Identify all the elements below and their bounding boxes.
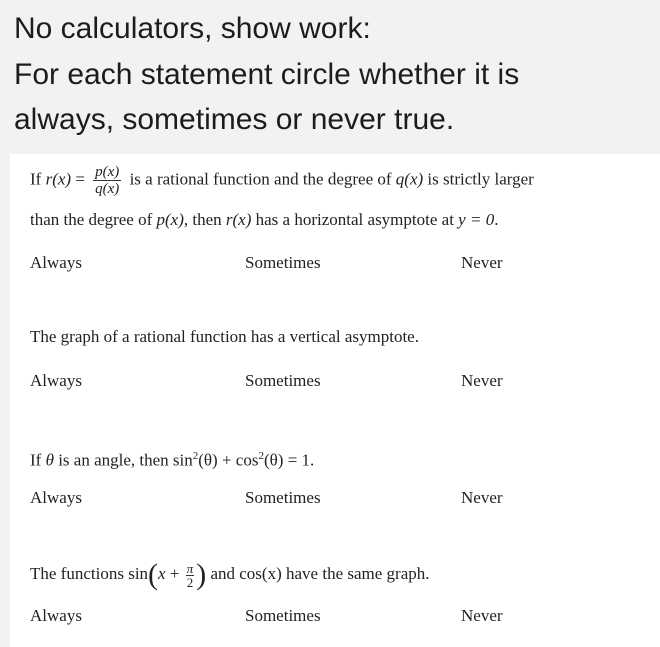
q4-never-option[interactable]: Never <box>461 606 503 625</box>
q4-always-option[interactable]: Always <box>30 606 82 625</box>
question-1-line-1 <box>30 164 534 197</box>
q3-text: If <box>30 450 46 470</box>
q2-always-option[interactable]: Always <box>30 371 82 390</box>
q3-exponent: 2 <box>258 450 264 462</box>
q3-sometimes-option[interactable]: Sometimes <box>245 488 321 507</box>
q2-sometimes-option[interactable]: Sometimes <box>245 371 321 390</box>
q1-q: q(x) <box>395 169 424 189</box>
q4-left-paren: ( <box>148 558 159 592</box>
question-4 <box>30 554 430 595</box>
q4-right-paren: ) <box>196 558 207 592</box>
instruction-line-1: No calculators, show work: <box>14 12 371 45</box>
q4-fraction-numerator: π <box>186 560 194 576</box>
q4-arg: (x) <box>261 564 282 583</box>
q1-always-option[interactable]: Always <box>30 253 82 272</box>
q4-plus: + <box>165 564 184 583</box>
q3-text: + cos <box>217 450 259 470</box>
q4-fraction <box>186 562 195 589</box>
q1-fraction-denominator: q(x) <box>95 181 120 197</box>
q3-exponent: 2 <box>192 450 199 462</box>
q1-text: , then <box>183 210 226 229</box>
q1-text: is strictly larger <box>423 169 534 189</box>
q1-text: has a horizontal asymptote at <box>251 210 459 229</box>
worksheet-card <box>10 154 660 647</box>
q1-r: r(x) <box>45 169 72 189</box>
q1-text: is a rational function and the degree of <box>125 169 396 189</box>
q4-text: The functions sin <box>30 564 149 583</box>
q1-sometimes-option[interactable]: Sometimes <box>245 253 321 272</box>
q1-text: than the degree of <box>30 210 157 229</box>
q1-r: r(x) <box>225 210 252 229</box>
question-1-line-2 <box>30 210 498 230</box>
q1-p: p(x) <box>156 210 184 229</box>
q3-text: is an angle, then sin <box>53 450 193 470</box>
instruction-line-3: always, sometimes or never true. <box>14 103 455 136</box>
q1-equals: = <box>71 169 90 189</box>
q1-fraction <box>93 164 121 197</box>
question-3 <box>30 446 314 471</box>
q1-never-option[interactable]: Never <box>461 253 503 272</box>
q4-fraction-denominator: 2 <box>186 574 194 590</box>
q1-text: If <box>30 169 46 189</box>
q3-always-option[interactable]: Always <box>30 488 82 507</box>
q4-x: x <box>158 564 166 583</box>
q3-never-option[interactable]: Never <box>461 488 503 507</box>
question-2: The graph of a rational function has a vertical asymptote. <box>30 327 419 346</box>
q4-text: and cos <box>206 564 262 583</box>
q3-theta: θ <box>45 450 54 470</box>
instruction-line-2: For each statement circle whether it is <box>14 58 520 91</box>
instructions-header <box>0 0 660 150</box>
q1-y-zero: y = 0 <box>458 210 495 229</box>
q3-text: = 1. <box>283 450 315 470</box>
q1-fraction-numerator: p(x) <box>95 164 120 180</box>
q4-sometimes-option[interactable]: Sometimes <box>245 606 321 625</box>
q3-arg: (θ) <box>198 450 218 470</box>
q1-text: . <box>494 210 499 229</box>
q2-never-option[interactable]: Never <box>461 371 503 390</box>
q4-text: have the same graph. <box>281 564 430 583</box>
q3-arg: (θ) <box>263 450 284 470</box>
